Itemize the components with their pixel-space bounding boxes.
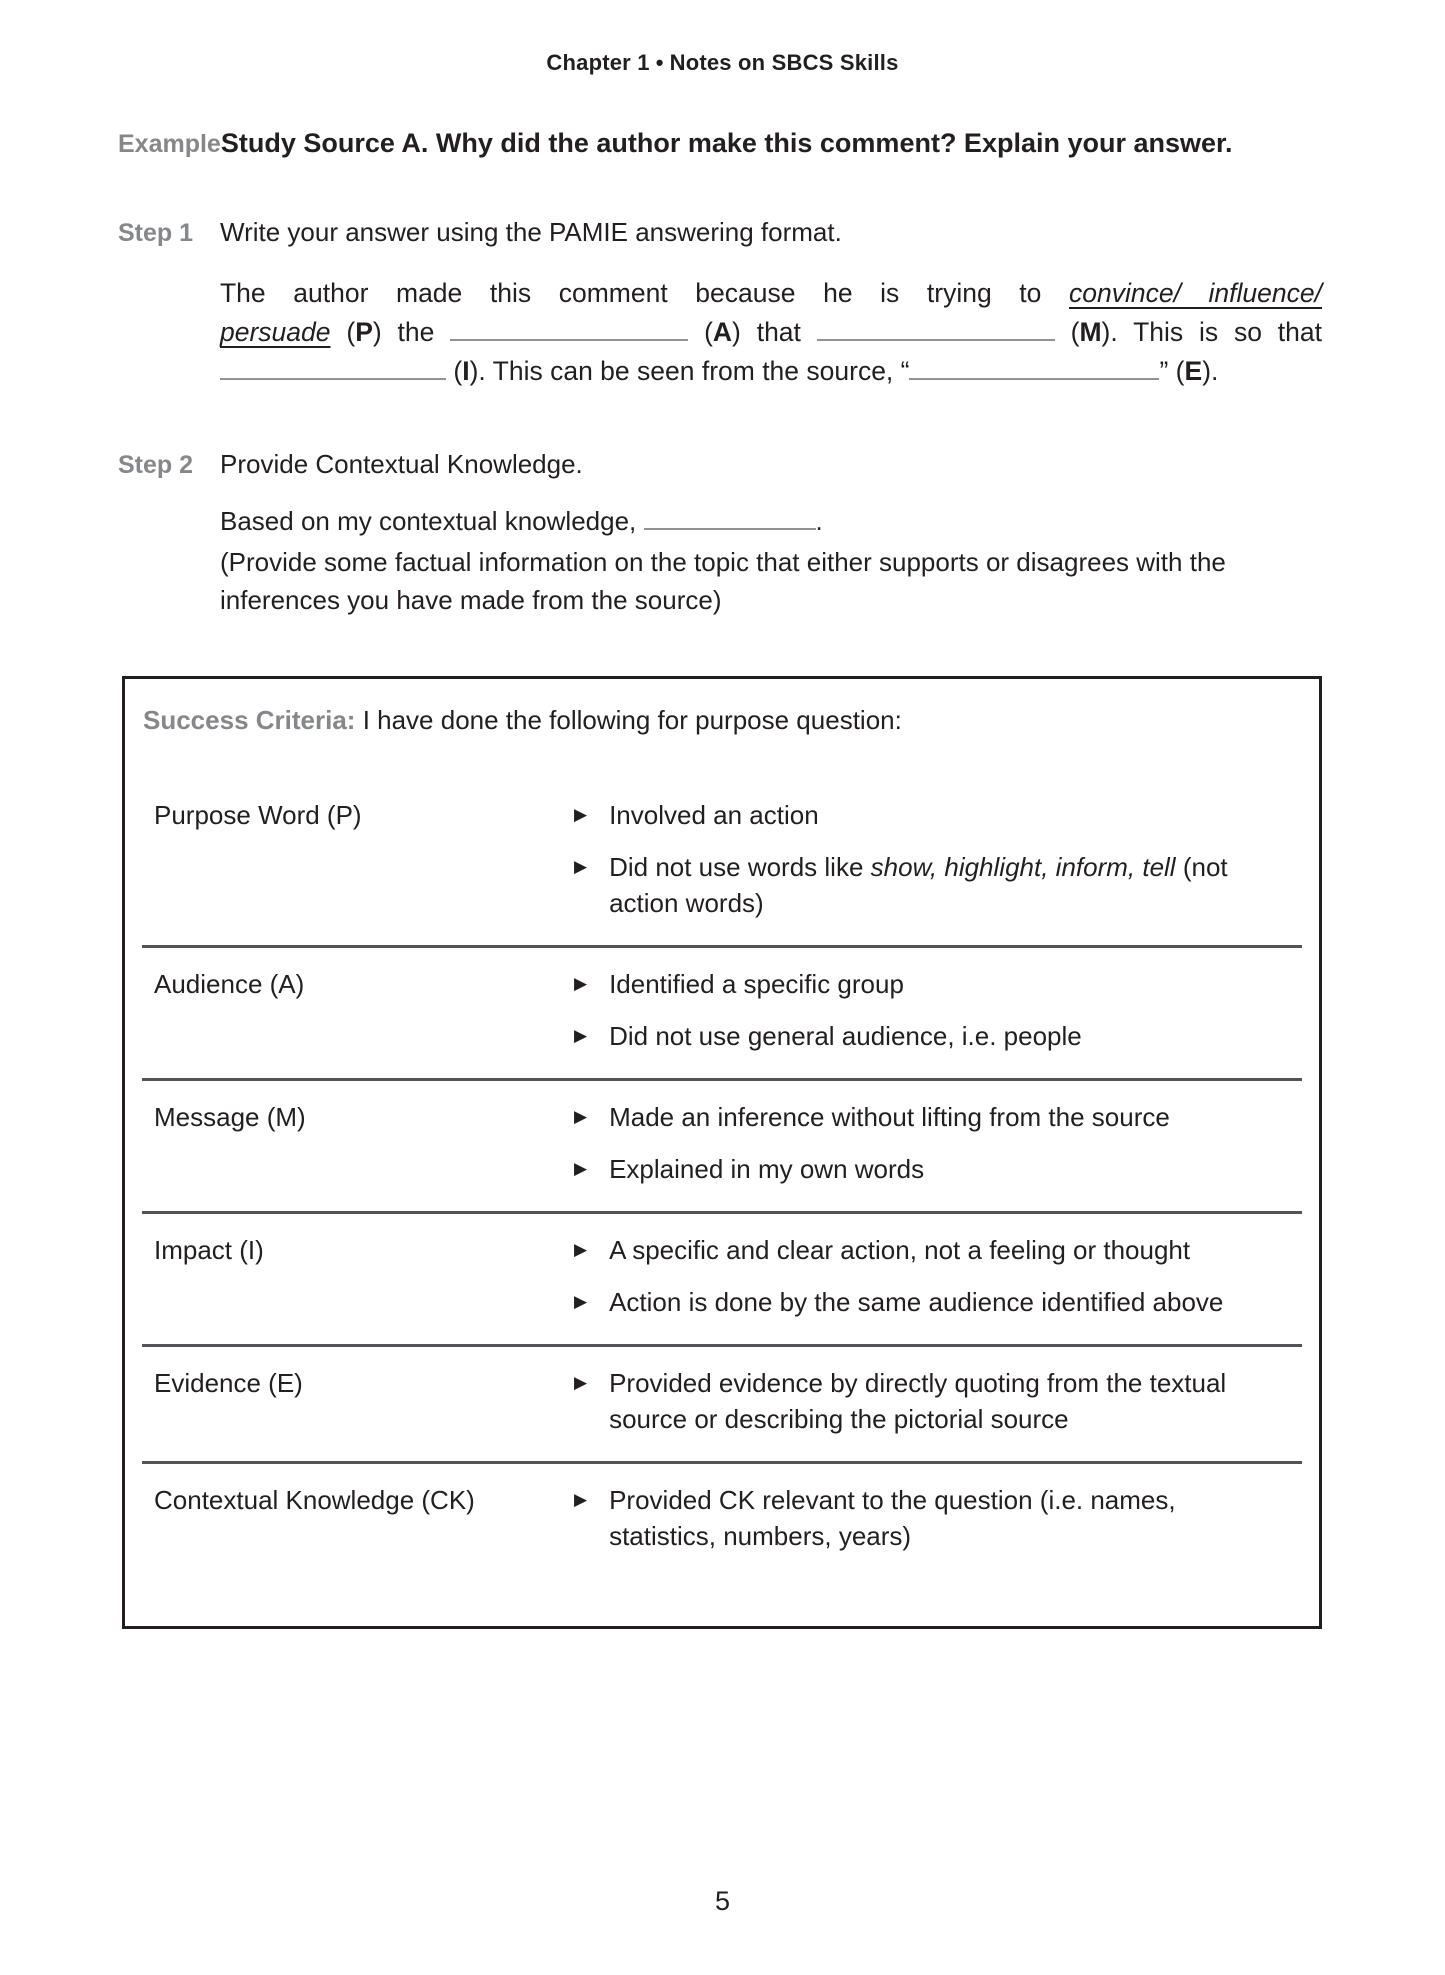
triangle-bullet-icon: ▶ (574, 1158, 588, 1179)
criteria-row-message (142, 1081, 1302, 1214)
criteria-term: Message (M) (154, 1101, 306, 1132)
success-criteria-label: Success Criteria: (143, 704, 356, 735)
p-paren-open: ( (346, 317, 356, 347)
criteria-points (574, 966, 1284, 1070)
blank-line-impact (220, 352, 446, 380)
criteria-point-text: Provided evidence by directly quoting from the textual source or describing the pictorial source (609, 1367, 1227, 1434)
m-paren-open: ( (1070, 317, 1080, 347)
point-text-pre: Did not use words like (609, 851, 864, 882)
after-p: ) the (372, 317, 435, 347)
step1-instruction: Write your answer using the PAMIE answering format. (220, 217, 842, 247)
success-criteria-intro: I have done the following for purpose question: (362, 704, 902, 735)
running-head (0, 0, 1445, 76)
p-letter: P (355, 317, 373, 347)
triangle-bullet-icon: ▶ (574, 1239, 588, 1260)
m-letter: M (1079, 317, 1102, 347)
e-letter: E (1184, 356, 1203, 386)
ck-sentence-line (220, 502, 1322, 541)
criteria-point (574, 797, 1284, 833)
criteria-point-text: Made an inference without lifting from the source (609, 1101, 1170, 1132)
criteria-point (574, 1284, 1284, 1320)
a-paren-open: ( (704, 317, 713, 347)
blank-line-message (817, 313, 1055, 341)
a-letter: A (712, 317, 733, 347)
criteria-point-text (609, 849, 1284, 921)
triangle-bullet-icon: ▶ (574, 973, 588, 994)
triangle-bullet-icon: ▶ (574, 1372, 588, 1393)
i-paren-open: ( (453, 356, 463, 386)
after-m: ). This is so that (1101, 317, 1322, 347)
criteria-point-text: Action is done by the same audience identified above (609, 1286, 1224, 1317)
criteria-point-text: Did not use general audience, i.e. people (609, 1020, 1082, 1051)
criteria-point (574, 1018, 1284, 1054)
triangle-bullet-icon: ▶ (574, 1489, 588, 1510)
criteria-point-text: Identified a specific group (609, 968, 904, 999)
after-a: ) that (732, 317, 801, 347)
blank-line-evidence (909, 352, 1159, 380)
success-criteria-table (125, 779, 1319, 1596)
triangle-bullet-icon: ▶ (574, 1025, 588, 1046)
criteria-point (574, 966, 1284, 1002)
criteria-point-text: A specific and clear action, not a feeling or thought (609, 1234, 1191, 1265)
criteria-points (574, 1232, 1284, 1336)
criteria-point (574, 1099, 1284, 1135)
contextual-knowledge-sentence (220, 502, 1322, 620)
close-quote: ” ( (1159, 356, 1185, 386)
answer-template-line2 (220, 313, 1322, 352)
criteria-point (574, 1232, 1284, 1268)
step1-section (118, 217, 1322, 248)
criteria-point (574, 1151, 1284, 1187)
ck-sentence-start: Based on my contextual knowledge, (220, 506, 637, 536)
success-criteria-title (125, 697, 1319, 737)
page-number: 5 (714, 1886, 731, 1916)
ck-note: (Provide some factual information on the topic that either supports or disagrees with the inferences you have made from the source) (220, 546, 1226, 615)
criteria-points (574, 1482, 1284, 1570)
criteria-points (574, 1099, 1284, 1203)
point-text-post: (not action words) (609, 851, 1228, 918)
criteria-row-contextual-knowledge (142, 1464, 1302, 1596)
criteria-point-text: Provided CK relevant to the question (i.e. names, statistics, numbers, years) (609, 1484, 1176, 1551)
criteria-point-text: Explained in my own words (609, 1153, 925, 1184)
step2-label: Step 2 (118, 451, 194, 479)
answer-template-line1 (220, 274, 1322, 313)
after-e: ). (1202, 356, 1219, 386)
criteria-row-purpose-word (142, 779, 1302, 948)
example-section (118, 128, 1322, 159)
example-question: Study Source A. Why did the author make this comment? Explain your answer. (220, 128, 1233, 158)
header-separator-dot: • (655, 50, 664, 75)
i-letter: I (462, 356, 470, 386)
page-content (0, 128, 1445, 1629)
ck-sentence-end: . (815, 506, 823, 536)
after-i: ). This can be seen from the source, “ (469, 356, 910, 386)
criteria-term: Evidence (E) (154, 1367, 303, 1398)
purpose-word: persuade (220, 317, 331, 347)
criteria-row-evidence (142, 1347, 1302, 1464)
triangle-bullet-icon: ▶ (574, 1291, 588, 1312)
blank-line-contextual-knowledge (644, 503, 816, 530)
criteria-term: Impact (I) (154, 1234, 264, 1265)
triangle-bullet-icon: ▶ (574, 804, 588, 825)
section-title: Notes on SBCS Skills (669, 50, 899, 75)
purpose-options: convince/ influence/ (1069, 278, 1322, 308)
criteria-row-impact (142, 1214, 1302, 1347)
example-label: Example (118, 130, 221, 158)
step1-label: Step 1 (118, 219, 194, 247)
criteria-point (574, 1482, 1284, 1554)
step2-instruction: Provide Contextual Knowledge. (220, 449, 583, 479)
step2-section (118, 449, 1322, 480)
chapter-label: Chapter 1 (546, 50, 650, 75)
triangle-bullet-icon: ▶ (574, 1106, 588, 1127)
point-text-italic: show, highlight, inform, tell (870, 851, 1176, 882)
answer-template (220, 274, 1322, 391)
criteria-row-audience (142, 948, 1302, 1081)
criteria-term: Audience (A) (154, 968, 305, 999)
blank-line-audience (450, 313, 688, 341)
criteria-term: Contextual Knowledge (CK) (154, 1484, 475, 1515)
success-criteria-box (122, 676, 1322, 1629)
criteria-term: Purpose Word (P) (154, 799, 362, 830)
criteria-points (574, 1365, 1284, 1453)
triangle-bullet-icon: ▶ (574, 856, 588, 877)
criteria-points (574, 797, 1284, 937)
criteria-point (574, 1365, 1284, 1437)
criteria-point-text: Involved an action (609, 799, 819, 830)
answer-template-line3 (220, 352, 1322, 391)
template-lead: The author made this comment because he is trying to (220, 278, 1042, 308)
criteria-point (574, 849, 1284, 921)
